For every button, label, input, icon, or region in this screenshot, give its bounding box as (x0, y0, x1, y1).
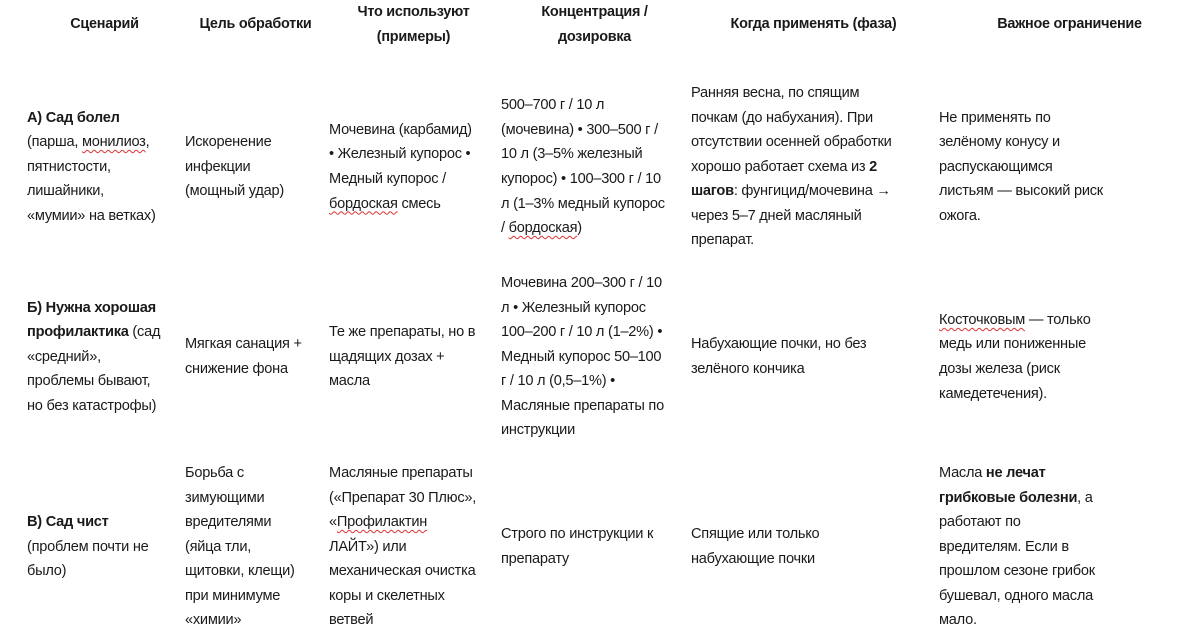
text-line (501, 142, 688, 167)
text-line (501, 118, 688, 143)
text-segment: зелёному конусу и (939, 134, 1060, 151)
text-segment: (мочевина) • 300–500 г / (501, 121, 658, 138)
text-line (501, 0, 688, 25)
text-line (329, 142, 498, 167)
text-line (691, 357, 936, 382)
text-line (501, 394, 688, 419)
text-segment: «мумии» на ветках) (27, 207, 156, 224)
text-line (691, 155, 936, 180)
text-line (27, 510, 182, 535)
cell-restriction (936, 72, 1200, 262)
text-line (185, 584, 326, 609)
text-line (501, 216, 688, 241)
text-segment: Важное ограничение (997, 16, 1142, 32)
column-header-products (326, 0, 498, 72)
text-segment: — только (1025, 311, 1091, 328)
text-line (501, 320, 688, 345)
text-line (939, 382, 1200, 407)
text-segment: зелёного кончика (691, 361, 805, 377)
text-segment: («Препарат 30 Плюс», (329, 489, 477, 506)
text-segment: камедетечения). (939, 385, 1047, 402)
text-line (691, 81, 936, 106)
cell-products (326, 452, 498, 642)
text-line (501, 93, 688, 118)
text-segment: купорос) • 100–300 г / 10 (501, 171, 661, 187)
text-line (329, 510, 498, 535)
text-line (329, 584, 498, 609)
column-header-restriction (936, 0, 1200, 72)
text-line (501, 547, 688, 572)
text-segment: « (329, 514, 337, 531)
text-line (329, 0, 498, 25)
table-row (0, 72, 1200, 262)
text-line (939, 357, 1200, 382)
text-segment: (яйца тли, (185, 538, 252, 555)
text-segment: профилактика (27, 324, 129, 341)
text-line (939, 510, 1200, 535)
text-line (27, 296, 182, 321)
column-header-concentration (498, 0, 688, 72)
text-segment: дозировка (557, 29, 632, 45)
text-line (691, 106, 936, 131)
cell-goal (182, 452, 326, 642)
text-segment: Концентрация / (541, 4, 648, 20)
text-segment: препарату (501, 551, 569, 567)
text-line (185, 510, 326, 535)
text-line (939, 608, 1200, 633)
text-segment: 2 (869, 158, 878, 175)
text-segment: (проблем почти не (27, 538, 149, 555)
text-segment: ожога. (939, 207, 981, 224)
text-line (185, 608, 326, 633)
text-segment: Искоренение (185, 134, 272, 151)
text-segment: г / 10 л (0,5–1%) • (501, 373, 615, 390)
cell-goal (182, 262, 326, 452)
text-line (27, 179, 182, 204)
cell-scenario (0, 72, 182, 262)
text-segment: В) Сад чист (27, 514, 109, 531)
text-segment: Строго по инструкции к (501, 526, 654, 543)
text-segment: вредителями (185, 514, 272, 531)
text-segment: Б) Нужна хорошая (27, 299, 156, 316)
text-segment: механическая очистка (329, 563, 476, 580)
text-line (329, 167, 498, 192)
text-line (329, 369, 498, 394)
column-header-goal (182, 0, 326, 72)
text-line (691, 130, 936, 155)
text-line (501, 271, 688, 296)
text-segment: зимующими (185, 489, 265, 506)
text-line (939, 12, 1200, 37)
text-segment: Набухающие почки, но без (691, 336, 867, 353)
text-line (329, 535, 498, 560)
text-line (27, 535, 182, 560)
text-line (185, 559, 326, 584)
text-line (939, 461, 1200, 486)
text-line (691, 522, 936, 547)
text-segment: «средний», (27, 348, 101, 365)
text-segment: было) (27, 563, 67, 580)
text-segment: Цель обработки (199, 16, 312, 32)
text-segment: 500–700 г / 10 л (501, 97, 605, 114)
text-segment: щадящих дозах + (329, 348, 445, 365)
text-line (27, 130, 182, 155)
text-segment: 10 л (3–5% железный (501, 146, 643, 163)
text-line (939, 106, 1200, 131)
text-line (27, 106, 182, 131)
text-line (501, 167, 688, 192)
text-segment: А) Сад болел (27, 109, 120, 126)
text-line (27, 394, 182, 419)
text-line (939, 535, 1200, 560)
text-line (185, 486, 326, 511)
cell-scenario (0, 452, 182, 642)
text-segment: 100–200 г / 10 л (1–2%) • (501, 324, 663, 341)
text-line (329, 559, 498, 584)
text-segment: масла (329, 373, 370, 390)
text-line (501, 296, 688, 321)
text-line (329, 25, 498, 50)
text-segment: шагов (691, 183, 734, 200)
text-segment: Что используют (357, 4, 470, 20)
text-line (939, 155, 1200, 180)
text-line (329, 461, 498, 486)
text-segment: Не применять по (939, 109, 1051, 126)
text-line (329, 345, 498, 370)
text-line (691, 228, 936, 253)
text-segment: Медный купорос / (329, 171, 446, 187)
text-segment: смесь (397, 195, 441, 212)
text-line (691, 547, 936, 572)
text-segment: хорошо работает схема из (691, 158, 870, 175)
text-segment: грибковые болезни (939, 489, 1078, 506)
text-line (691, 12, 936, 37)
text-line (501, 192, 688, 217)
cell-timing (688, 72, 936, 262)
cell-timing (688, 452, 936, 642)
text-line (27, 320, 182, 345)
text-segment: • Железный купорос • (329, 146, 471, 163)
text-line (691, 332, 936, 357)
cell-products (326, 262, 498, 452)
table-row (0, 262, 1200, 452)
cell-scenario (0, 262, 182, 452)
text-line (27, 155, 182, 180)
text-line (185, 535, 326, 560)
cell-concentration (498, 452, 688, 642)
text-line (501, 418, 688, 443)
text-line (939, 584, 1200, 609)
text-segment: но без катастрофы) (27, 397, 157, 414)
text-segment: Мочевина (карбамид) (329, 121, 472, 138)
text-line (501, 369, 688, 394)
text-segment: Спящие или только (691, 526, 820, 543)
text-line (27, 369, 182, 394)
text-segment: Косточковым (939, 311, 1026, 328)
text-segment: л • Железный купорос (501, 299, 646, 316)
text-line (939, 559, 1200, 584)
text-segment: Медный купорос 50–100 (501, 348, 662, 365)
text-line (185, 130, 326, 155)
text-segment: вредителям. Если в (939, 538, 1069, 555)
text-segment: Мягкая санация + (185, 336, 302, 353)
text-line (185, 461, 326, 486)
text-segment: мало. (939, 612, 977, 629)
text-segment: Ранняя весна, по спящим (691, 84, 860, 101)
text-segment: Борьба с (185, 464, 244, 481)
text-segment: при минимуме (185, 587, 281, 604)
text-segment: через 5–7 дней масляный (691, 207, 862, 224)
text-line (501, 522, 688, 547)
text-segment: инфекции (185, 158, 251, 175)
text-segment: Те же препараты, но в (329, 324, 476, 341)
text-segment: медь или пониженные (939, 336, 1086, 353)
text-segment: листьям — высокий риск (939, 183, 1103, 200)
text-segment: набухающие почки (691, 551, 815, 567)
cell-products (326, 72, 498, 262)
cell-goal (182, 72, 326, 262)
text-segment: Сценарий (70, 16, 139, 32)
text-segment: ) (577, 220, 582, 237)
text-line (27, 345, 182, 370)
text-line (185, 155, 326, 180)
cell-concentration (498, 72, 688, 262)
text-segment: коры и скелетных (329, 587, 445, 604)
text-segment: не лечат (985, 464, 1046, 481)
text-line (27, 12, 182, 37)
text-segment: отсутствии осенней обработки (691, 134, 892, 151)
text-segment: дозы железа (риск (939, 361, 1060, 377)
text-segment: (парша, (27, 134, 82, 151)
text-segment: инструкции (501, 422, 575, 439)
text-segment: Масляные препараты по (501, 397, 664, 414)
cell-timing (688, 262, 936, 452)
text-line (185, 12, 326, 37)
text-segment: Масляные препараты (329, 464, 473, 481)
text-segment: бордоская (329, 195, 398, 212)
column-header-scenario (0, 0, 182, 72)
cell-restriction (936, 452, 1200, 642)
text-segment: щитовки, клещи) (185, 563, 295, 580)
text-line (939, 332, 1200, 357)
header-row (0, 0, 1200, 72)
text-segment: почкам (до набухания). При (691, 109, 873, 126)
text-segment: (сад (128, 324, 161, 341)
text-segment: распускающимся (939, 158, 1053, 175)
text-segment: Масла (939, 464, 986, 481)
text-segment: л (1–3% медный купорос (501, 195, 665, 212)
text-segment: Мочевина 200–300 г / 10 (501, 274, 662, 291)
text-line (501, 25, 688, 50)
text-segment: (мощный удар) (185, 183, 284, 200)
text-segment: бушевал, одного масла (939, 587, 1093, 604)
text-line (329, 192, 498, 217)
text-line (185, 357, 326, 382)
text-line (939, 308, 1200, 333)
text-segment: Профилактин (336, 514, 428, 531)
text-segment: (примеры) (376, 29, 451, 45)
text-segment: монилиоз (81, 134, 146, 151)
text-line (691, 179, 936, 204)
text-segment: препарат. (691, 232, 754, 249)
text-segment: ветвей (329, 612, 374, 629)
text-segment: прошлом сезоне грибок (939, 563, 1095, 580)
table-row (0, 452, 1200, 642)
text-segment: бордоская (508, 220, 578, 237)
text-segment: ЛАЙТ») или (329, 538, 407, 555)
text-segment: , а (1077, 489, 1093, 506)
text-line (329, 118, 498, 143)
text-line (501, 345, 688, 370)
text-line (329, 320, 498, 345)
text-line (939, 179, 1200, 204)
text-segment: , (145, 134, 150, 151)
text-line (329, 486, 498, 511)
text-line (27, 559, 182, 584)
text-segment: лишайники, (27, 183, 104, 200)
text-line (939, 130, 1200, 155)
text-line (329, 608, 498, 633)
text-segment: проблемы бывают, (27, 373, 151, 390)
text-segment: работают по (939, 514, 1021, 531)
cell-concentration (498, 262, 688, 452)
text-segment: «химии» (185, 612, 242, 629)
text-line (185, 332, 326, 357)
text-segment: пятнистости, (27, 158, 111, 175)
cell-restriction (936, 262, 1200, 452)
text-segment: Когда применять (фаза) (730, 16, 897, 32)
text-line (27, 204, 182, 229)
text-line (691, 204, 936, 229)
column-header-timing (688, 0, 936, 72)
text-line (939, 486, 1200, 511)
text-segment: : фунгицид/мочевина → (733, 183, 891, 200)
text-segment: / (501, 220, 509, 237)
text-line (185, 179, 326, 204)
text-line (939, 204, 1200, 229)
text-segment: снижение фона (185, 361, 288, 377)
